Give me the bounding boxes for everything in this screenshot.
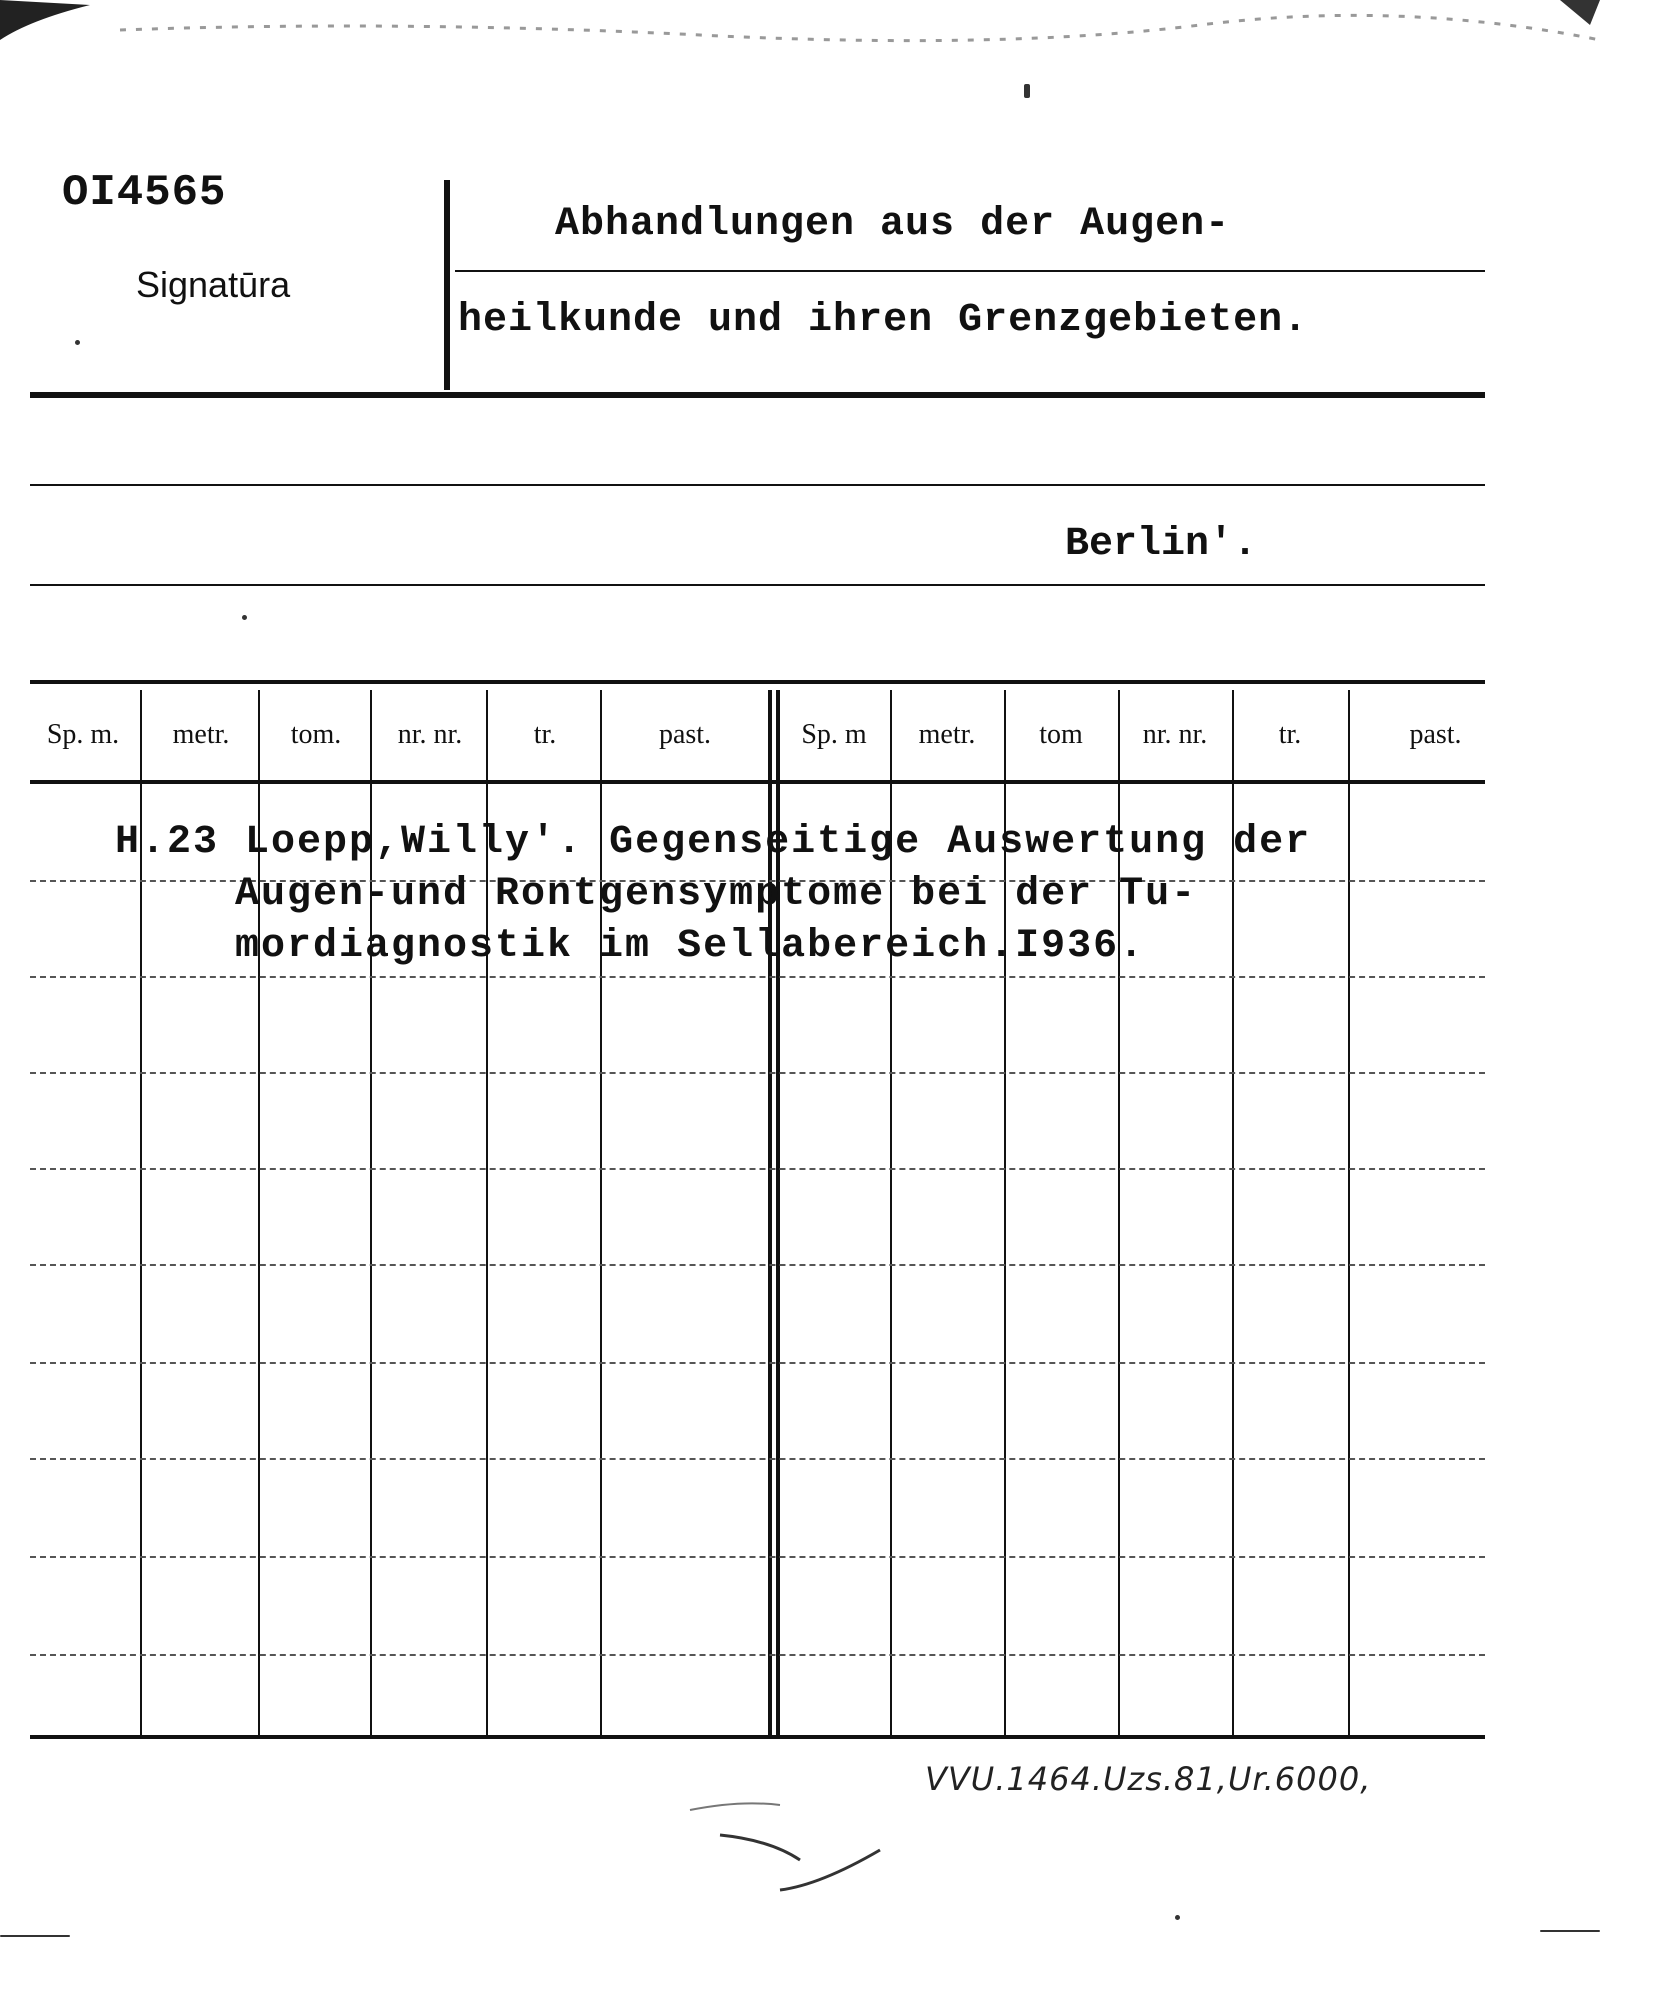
column-header-tom-2: tom: [1039, 719, 1083, 750]
scan-speck: [1175, 1915, 1180, 1920]
entry-line-1: H.23 Loepp,Willy'. Gegenseitige Auswertung der: [115, 820, 1312, 865]
column-header-past-2: past.: [1409, 719, 1462, 750]
entry-line-3: mordiagnostik im Sellabereich.I936.: [235, 924, 1146, 969]
row-rule: [30, 1072, 1485, 1074]
header-bottom-rule: [30, 392, 1485, 398]
column-header-sp-m: Sp. m.: [46, 719, 120, 750]
scan-edge-top: [0, 0, 1653, 70]
table-top-rule: [30, 680, 1485, 684]
row-rule: [30, 1168, 1485, 1170]
column-header-tr: tr.: [533, 719, 557, 750]
call-number: OI4565: [62, 168, 227, 218]
column-header-metr: metr.: [172, 719, 230, 750]
column-header-past: past.: [658, 719, 712, 750]
scan-mark-bottom: [680, 1790, 900, 1910]
row-rule: [30, 1556, 1485, 1558]
row-rule: [30, 1264, 1485, 1266]
column-header-nr-nr: nr. nr.: [397, 719, 463, 750]
column-header-sp-m-2: Sp. m: [801, 719, 867, 750]
place-rule: [30, 584, 1485, 586]
handwritten-note: VVU.1464.Uzs.81,Ur.6000,: [925, 1760, 1372, 1798]
table-header-rule: [30, 780, 1485, 784]
column-header-metr-2: metr.: [918, 719, 976, 750]
title-underline: [455, 270, 1485, 272]
column-header-nr-nr-2: nr. nr.: [1142, 719, 1208, 750]
row-rule: [30, 976, 1485, 978]
signature-label: Signatūra: [136, 264, 291, 305]
blank-rule-1: [30, 484, 1485, 486]
scan-speck: [1540, 1930, 1600, 1932]
title-line-1: Abhandlungen aus der Augen-: [555, 202, 1231, 247]
entry-line-2: Augen-und Rontgensymptome bei der Tu-: [235, 872, 1198, 917]
scan-speck: [75, 340, 80, 345]
scan-speck: [242, 615, 247, 620]
column-line: [1348, 690, 1350, 1735]
header-divider: [444, 180, 450, 390]
title-line-2: heilkunde und ihren Grenzgebieten.: [458, 298, 1309, 343]
scan-speck: [1024, 84, 1030, 98]
publication-place: Berlin'.: [1065, 522, 1258, 567]
scan-speck: [0, 1935, 70, 1937]
column-header-tr-2: tr.: [1278, 719, 1302, 750]
row-rule: [30, 1654, 1485, 1656]
row-rule: [30, 1458, 1485, 1460]
row-rule: [30, 1362, 1485, 1364]
table-bottom-rule: [30, 1735, 1485, 1739]
column-header-tom: tom.: [290, 719, 342, 750]
